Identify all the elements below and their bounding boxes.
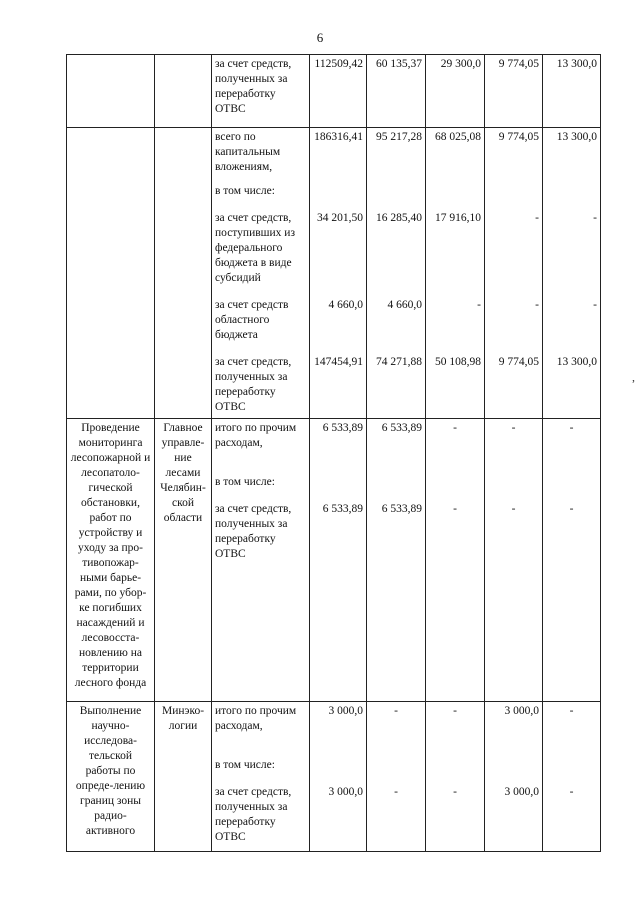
funding-source-label: за счет средств областного бюджета [215,299,289,341]
funding-source-label: за счет средств, полученных за переработку ОТВС [215,503,292,560]
funding-source-label: в том числе: [215,759,275,771]
year-1-cell: - - [367,702,426,852]
table-row [67,419,601,702]
funding-source-cell [212,419,310,702]
responsible-organization [155,55,212,128]
table-row [67,702,601,852]
funding-source-label: за счет средств, поступивших из федерального бюджета в виде субсидий [215,212,295,284]
table-row [67,128,601,419]
margin-mark: , [632,370,635,384]
total-cell: 3 000,0 3 000,0 [310,702,367,852]
year-4-cell: 13 300,0 - - 13 300,0 [543,128,601,419]
year-3-cell: - - [485,419,543,702]
funding-source-cell [212,128,310,419]
funding-source-cell [212,702,310,852]
year-2-cell: - - [426,419,485,702]
funding-source-label: за счет средств, полученных за переработку ОТВС [215,786,292,843]
activity-description [67,55,155,128]
year-2-cell: 68 025,08 17 916,10 - 50 108,98 [426,128,485,419]
page-number: 6 [316,30,324,45]
year-3-cell: 9 774,05 - - 9 774,05 [485,128,543,419]
year-1-cell: 6 533,89 6 533,89 [367,419,426,702]
activity-description [67,128,155,419]
year-2-cell: - - [426,702,485,852]
total-cell: 186316,41 34 201,50 4 660,0 147454,91 [310,128,367,419]
funding-source-label: в том числе: [215,476,275,488]
funding-source-label: итого по прочим расходам, [215,422,297,449]
table-row [67,55,601,128]
year-1-cell: 95 217,28 16 285,40 4 660,0 74 271,88 [367,128,426,419]
activity-description: Выполнение научно-исследова-тельской работы по опреде-лению границ зоны радио-активного [67,702,155,852]
budget-table [66,54,601,852]
funding-source-label: за счет средств, полученных за переработку ОТВС [215,58,292,115]
responsible-organization [155,128,212,419]
total-cell: 112509,42 [310,55,367,128]
year-4-cell: 13 300,0 [543,55,601,128]
year-2-cell: 29 300,0 [426,55,485,128]
year-3-cell: 9 774,05 [485,55,543,128]
year-1-cell: 60 135,37 [367,55,426,128]
activity-description: Проведение мониторинга лесопожарной и лесопатоло-гической обстановки, работ по устройству и уходу за про-тивопожар-ными барье-рами, по убор-ке погибших насаждений и лесовосста-новлению на территории лесного фонда [67,419,155,702]
funding-source-label: в том числе: [215,185,275,197]
total-cell: 6 533,89 6 533,89 [310,419,367,702]
year-4-cell: - - [543,419,601,702]
funding-source-label: итого по прочим расходам, [215,705,297,732]
funding-source-label: всего по капитальным вложениям, [215,131,281,173]
responsible-organization: Минэко-логии [155,702,212,852]
funding-source-label: за счет средств, полученных за переработку ОТВС [215,356,292,413]
year-3-cell: 3 000,0 3 000,0 [485,702,543,852]
responsible-organization: Главное управле-ние лесами Челябин-ской области [155,419,212,702]
year-4-cell: - - [543,702,601,852]
funding-source-cell [212,55,310,128]
